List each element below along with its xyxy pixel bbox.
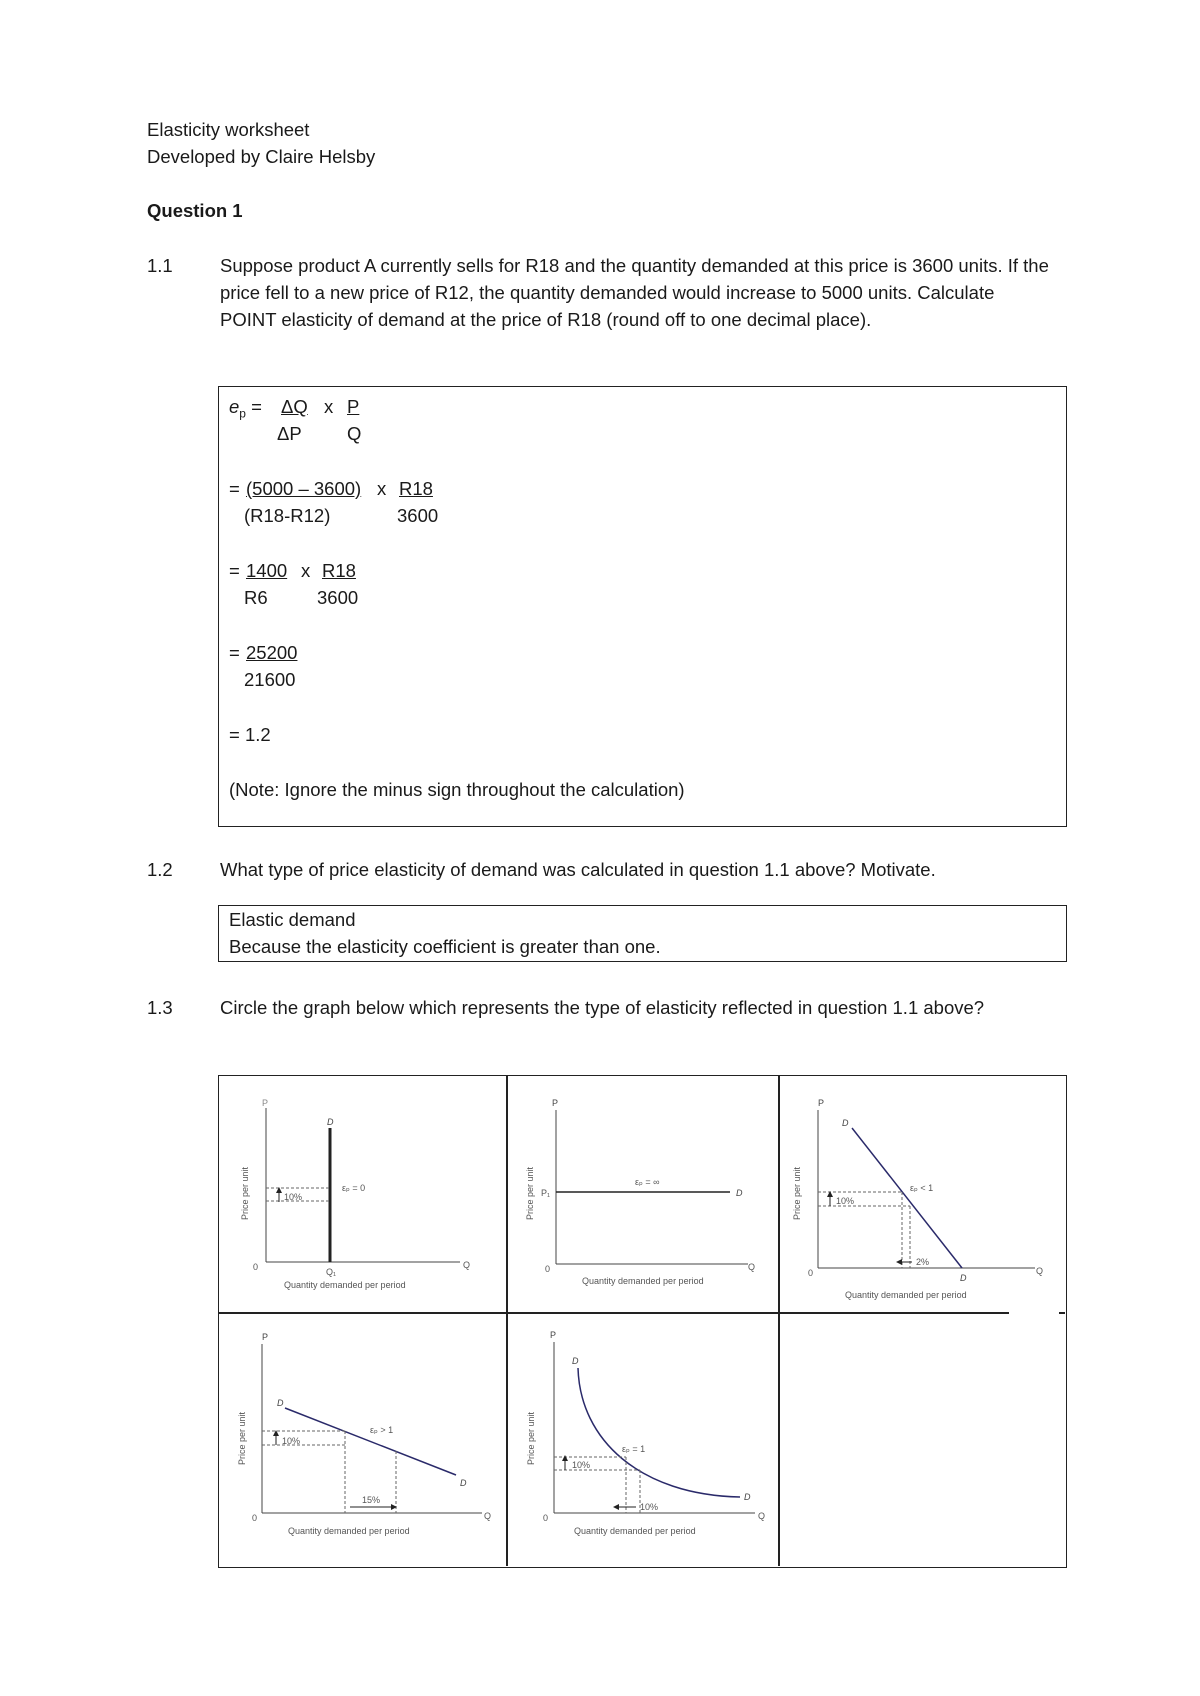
g5-pct-p: 10% [572, 1460, 591, 1470]
g2-ep: εₚ = ∞ [635, 1177, 660, 1187]
graph-unitary [526, 1330, 765, 1536]
g2-zero: 0 [545, 1264, 551, 1274]
question-1-heading: Question 1 [147, 200, 243, 221]
worksheet-title: Elasticity worksheet [147, 119, 310, 140]
g5-qty-label: Quantity demanded per period [574, 1526, 696, 1536]
formula-sub: p [239, 406, 246, 421]
g1-ep: εₚ = 0 [342, 1183, 366, 1193]
g3-qty-label: Quantity demanded per period [845, 1290, 967, 1300]
g5-price-label: Price per unit [526, 1411, 536, 1465]
answer-1-2-line1: Elastic demand [229, 909, 356, 930]
g3-price-label: Price per unit [792, 1166, 802, 1220]
g1-d-label: D [327, 1117, 334, 1127]
formula-delta-q: ΔQ [281, 396, 308, 417]
formula-e: e [229, 396, 240, 417]
g4-zero: 0 [252, 1513, 258, 1523]
formula-q: Q [347, 423, 362, 444]
g4-d-label-top: D [277, 1398, 284, 1408]
question-1-3-text: Circle the graph below which represents the type of elasticity reflected in question 1.1 above? [220, 997, 985, 1018]
step1-numerator: (5000 – 3600) [246, 478, 362, 499]
g3-d-label-bottom: D [960, 1273, 967, 1283]
graph-elastic [237, 1332, 491, 1536]
step2-denominator: R6 [244, 587, 268, 608]
g2-p1: P₁ [541, 1188, 551, 1198]
step1-denominator: (R18-R12) [244, 505, 331, 526]
g5-zero: 0 [543, 1513, 549, 1523]
g1-q1: Q₁ [326, 1267, 337, 1277]
g3-q-axis: Q [1036, 1266, 1044, 1276]
g4-pct-q: 15% [362, 1495, 381, 1505]
step3-denominator: 21600 [244, 669, 296, 690]
step1-3600: 3600 [397, 505, 439, 526]
g2-d-label: D [736, 1188, 743, 1198]
g1-q-axis: Q [463, 1260, 471, 1270]
g1-price-label: Price per unit [240, 1166, 250, 1220]
g4-ep: εₚ > 1 [370, 1425, 394, 1435]
g2-p-axis: P [552, 1098, 559, 1108]
g1-pct: 10% [284, 1192, 303, 1202]
formula-eq: = [245, 396, 262, 417]
g4-q-axis: Q [484, 1511, 492, 1521]
g5-d-label-top: D [572, 1356, 579, 1366]
step2-eq: = [229, 560, 240, 581]
result-line: = 1.2 [229, 724, 271, 745]
step2-numerator: 1400 [246, 560, 288, 581]
g5-demand-curve [578, 1368, 740, 1497]
g2-price-label: Price per unit [525, 1166, 535, 1220]
formula-p: P [347, 396, 360, 417]
question-1-2-text: What type of price elasticity of demand was calculated in question 1.1 above? Motivate. [220, 859, 936, 880]
step3-numerator: 25200 [246, 642, 298, 663]
step1-r18: R18 [399, 478, 433, 499]
g1-zero: 0 [253, 1262, 259, 1272]
g4-qty-label: Quantity demanded per period [288, 1526, 410, 1536]
graph-inelastic [792, 1098, 1043, 1300]
step2-3600: 3600 [317, 587, 359, 608]
author-line: Developed by Claire Helsby [147, 146, 376, 167]
g5-ep: εₚ = 1 [622, 1444, 646, 1454]
question-1-3-number: 1.3 [147, 997, 173, 1018]
g3-ep: εₚ < 1 [910, 1183, 934, 1193]
g5-p-axis: P [550, 1330, 557, 1340]
answer-1-2-line2: Because the elasticity coefficient is greater than one. [229, 936, 661, 957]
g4-d-label-bottom: D [460, 1478, 467, 1488]
g3-demand-line [852, 1128, 962, 1268]
step3-eq: = [229, 642, 240, 663]
g4-price-label: Price per unit [237, 1411, 247, 1465]
question-1-2-number: 1.2 [147, 859, 173, 880]
question-1-1-text: Suppose product A currently sells for R18 and the quantity demanded at this price is 3600 units. If the price fell to a new price of R12, the quantity demanded would increase to 5000 units. Calculate POINT elasticity of demand at the price of R18 (round off to one decimal place). [220, 255, 1049, 330]
step2-times: x [301, 560, 311, 581]
question-1-1-number: 1.1 [147, 255, 173, 276]
g5-pct-q: 10% [640, 1502, 659, 1512]
g3-d-label-top: D [842, 1118, 849, 1128]
g2-q-axis: Q [748, 1262, 756, 1272]
g4-demand-line [285, 1408, 456, 1475]
g1-p-label: P [262, 1098, 269, 1108]
formula-times: x [324, 396, 334, 417]
g4-p-axis: P [262, 1332, 269, 1342]
note-line: (Note: Ignore the minus sign throughout the calculation) [229, 779, 685, 800]
g2-qty-label: Quantity demanded per period [582, 1276, 704, 1286]
g3-p-axis: P [818, 1098, 825, 1108]
g3-pct-q: 2% [916, 1257, 930, 1267]
graph-perfectly-elastic [525, 1098, 755, 1286]
step1-eq: = [229, 478, 240, 499]
g1-qty-label: Quantity demanded per period [284, 1280, 406, 1290]
g5-q-axis: Q [758, 1511, 766, 1521]
g5-d-label-bottom: D [744, 1492, 751, 1502]
g4-pct-p: 10% [282, 1436, 301, 1446]
formula-delta-p: ΔP [277, 423, 302, 444]
g3-pct-p: 10% [836, 1196, 855, 1206]
graph-perfectly-inelastic [240, 1098, 470, 1290]
g3-zero: 0 [808, 1268, 814, 1278]
step2-r18: R18 [322, 560, 356, 581]
step1-times: x [377, 478, 387, 499]
